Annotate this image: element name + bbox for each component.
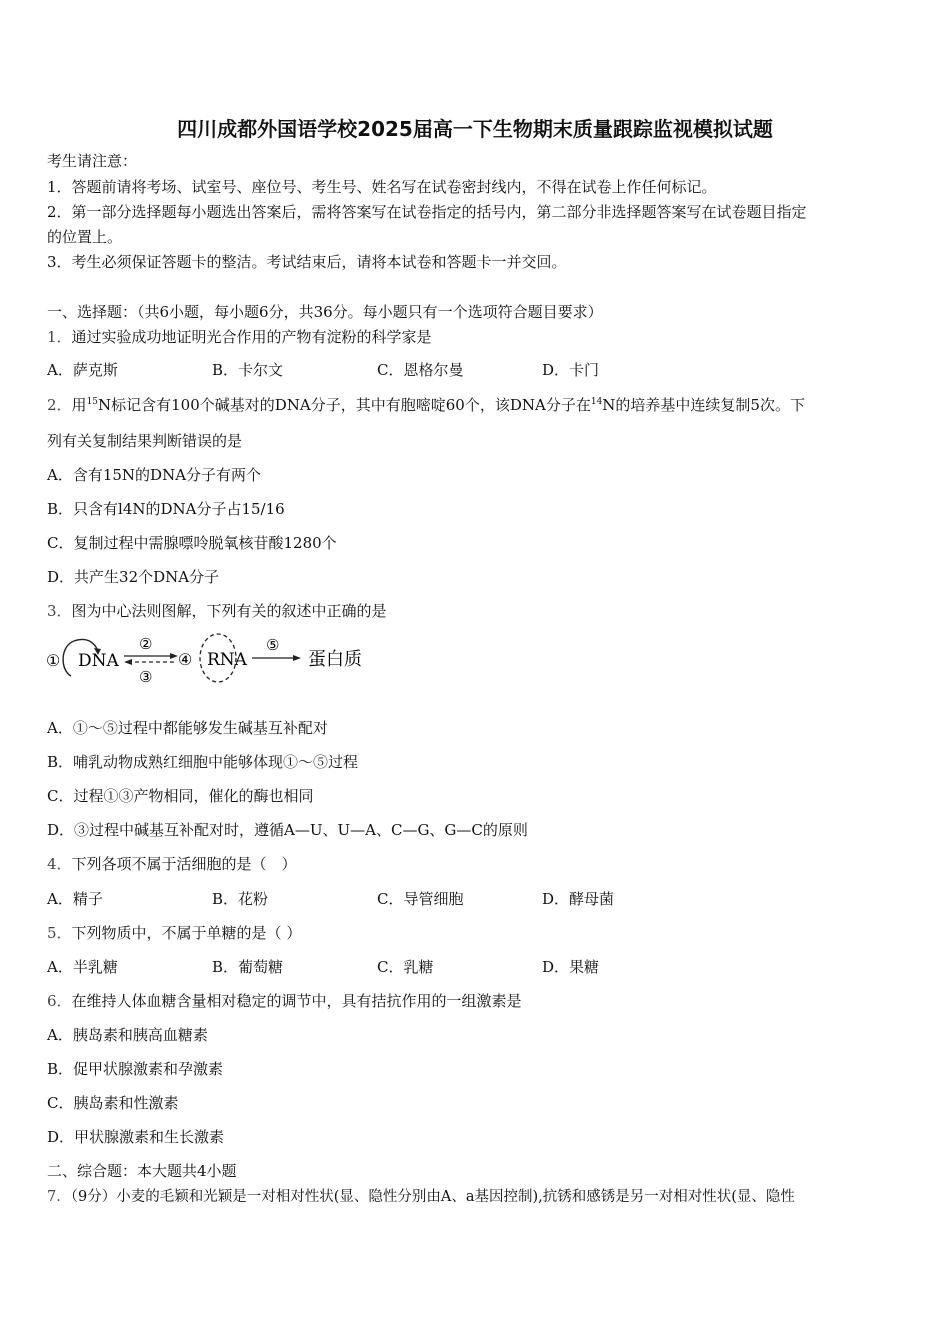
q6-option-a: A．胰岛素和胰高血糖素 xyxy=(47,1026,208,1044)
section-2-heading: 二、综合题：本大题共4小题 xyxy=(47,1162,237,1180)
exam-title: 四川成都外国语学校2025届高一下生物期末质量跟踪监视模拟试题 xyxy=(177,117,773,141)
process-4-label: ④ xyxy=(178,650,193,669)
rna-node: RNA xyxy=(207,650,247,670)
process-5-label: ⑤ xyxy=(266,636,280,654)
option-b: B．葡萄糖 xyxy=(212,958,284,976)
q3-option-a: A．①～⑤过程中都能够发生碱基互补配对 xyxy=(47,719,328,737)
option-c: C．导管细胞 xyxy=(377,890,464,908)
option-a: A．萨克斯 xyxy=(47,361,118,379)
process-2-label: ② xyxy=(139,635,153,653)
question-7-stem xyxy=(47,1187,795,1207)
question-1-stem xyxy=(47,327,432,347)
translation-arrowhead xyxy=(293,655,301,661)
central-dogma-diagram xyxy=(44,632,374,688)
question-number: 2． xyxy=(47,396,72,414)
question-4-options xyxy=(47,889,614,909)
question-5-options xyxy=(47,957,599,977)
isotope-15: 15 xyxy=(86,397,99,407)
question-text: 下列物质中，不属于单糖的是（ ） xyxy=(71,924,302,942)
question-1-options xyxy=(47,360,599,380)
question-text: 通过实验成功地证明光合作用的产物有淀粉的科学家是 xyxy=(71,328,432,346)
question-6-stem xyxy=(47,991,522,1011)
option-d: D．酵母菌 xyxy=(542,890,615,908)
q6-option-d: D．甲状腺激素和生长激素 xyxy=(47,1128,225,1146)
process-3-label: ③ xyxy=(139,668,153,686)
option-c: C．乳糖 xyxy=(377,958,434,976)
question-4-stem xyxy=(47,854,297,874)
question-number: 5． xyxy=(47,924,72,942)
q2-option-d: D．共产生32个DNA分子 xyxy=(47,568,220,586)
question-text: 在维持人体血糖含量相对稳定的调节中，具有拮抗作用的一组激素是 xyxy=(71,992,522,1010)
q3-option-d: D．③过程中碱基互补配对时，遵循A—U、U—A、C—G、G—C的原则 xyxy=(47,821,528,839)
question-2-stem-cont: 列有关复制结果判断错误的是 xyxy=(47,432,243,450)
question-2-stem xyxy=(47,395,805,415)
question-number: 1． xyxy=(47,328,72,346)
q6-option-b: B．促甲状腺激素和孕激素 xyxy=(47,1060,224,1078)
notice-item-2: 2．第一部分选择题每小题选出答案后，需将答案写在试卷指定的括号内，第二部分非选择题答案写在试卷题目指定 xyxy=(47,203,807,221)
question-text-a: 用 xyxy=(71,396,87,414)
q6-option-c: C．胰岛素和性激素 xyxy=(47,1094,179,1112)
question-number: 6． xyxy=(47,992,72,1010)
option-a: A．精子 xyxy=(47,890,103,908)
question-5-stem xyxy=(47,923,301,943)
question-3-stem xyxy=(47,601,387,621)
protein-node: 蛋白质 xyxy=(308,649,362,670)
question-number: 3． xyxy=(47,602,72,620)
option-d: D．卡门 xyxy=(542,361,600,379)
q2-option-b: B．只含有l4N的DNA分子占15/16 xyxy=(47,500,285,518)
option-b: B．卡尔文 xyxy=(212,361,284,379)
question-text: 下列各项不属于活细胞的是（ ） xyxy=(71,855,297,873)
q3-option-b: B．哺乳动物成熟红细胞中能够体现①～⑤过程 xyxy=(47,753,359,771)
process-1-label: ① xyxy=(46,651,61,670)
option-b: B．花粉 xyxy=(212,890,269,908)
reverse-transcription-arrowhead xyxy=(124,659,132,665)
option-a: A．半乳糖 xyxy=(47,958,118,976)
q2-option-c: C．复制过程中需腺嘌呤脱氧核苷酸1280个 xyxy=(47,534,337,552)
notice-item-3: 3．考生必须保证答题卡的整洁。考试结束后，请将本试卷和答题卡一并交回。 xyxy=(47,253,567,271)
dna-node: DNA xyxy=(78,651,119,671)
transcription-arrowhead xyxy=(170,653,178,659)
question-text: 图为中心法则图解，下列有关的叙述中正确的是 xyxy=(71,602,387,620)
question-text-c: N的培养基中连续复制5次。下 xyxy=(602,396,805,414)
option-c: C．恩格尔曼 xyxy=(377,361,464,379)
isotope-14: 14 xyxy=(590,397,603,407)
notice-heading: 考生请注意： xyxy=(47,152,138,170)
notice-item-2-cont: 的位置上。 xyxy=(47,228,123,246)
notice-item-1: 1．答题前请将考场、试室号、座位号、考生号、姓名写在试卷密封线内，不得在试卷上作任何标记。 xyxy=(47,178,717,196)
question-number: 4． xyxy=(47,855,72,873)
question-text: （9分）小麦的毛颖和光颖是一对相对性状(显、隐性分别由A、a基因控制),抗锈和感锈是另一对相对性状(显、隐性 xyxy=(70,1189,795,1205)
question-number: 7． xyxy=(47,1189,71,1205)
section-1-heading: 一、选择题：（共6小题，每小题6分，共36分。每小题只有一个选项符合题目要求） xyxy=(47,303,603,321)
q2-option-a: A．含有15N的DNA分子有两个 xyxy=(47,466,262,484)
q3-option-c: C．过程①③产物相同，催化的酶也相同 xyxy=(47,787,314,805)
question-text-b: N标记含有100个碱基对的DNA分子，其中有胞嘧啶60个，该DNA分子在 xyxy=(98,396,591,414)
option-d: D．果糖 xyxy=(542,958,600,976)
